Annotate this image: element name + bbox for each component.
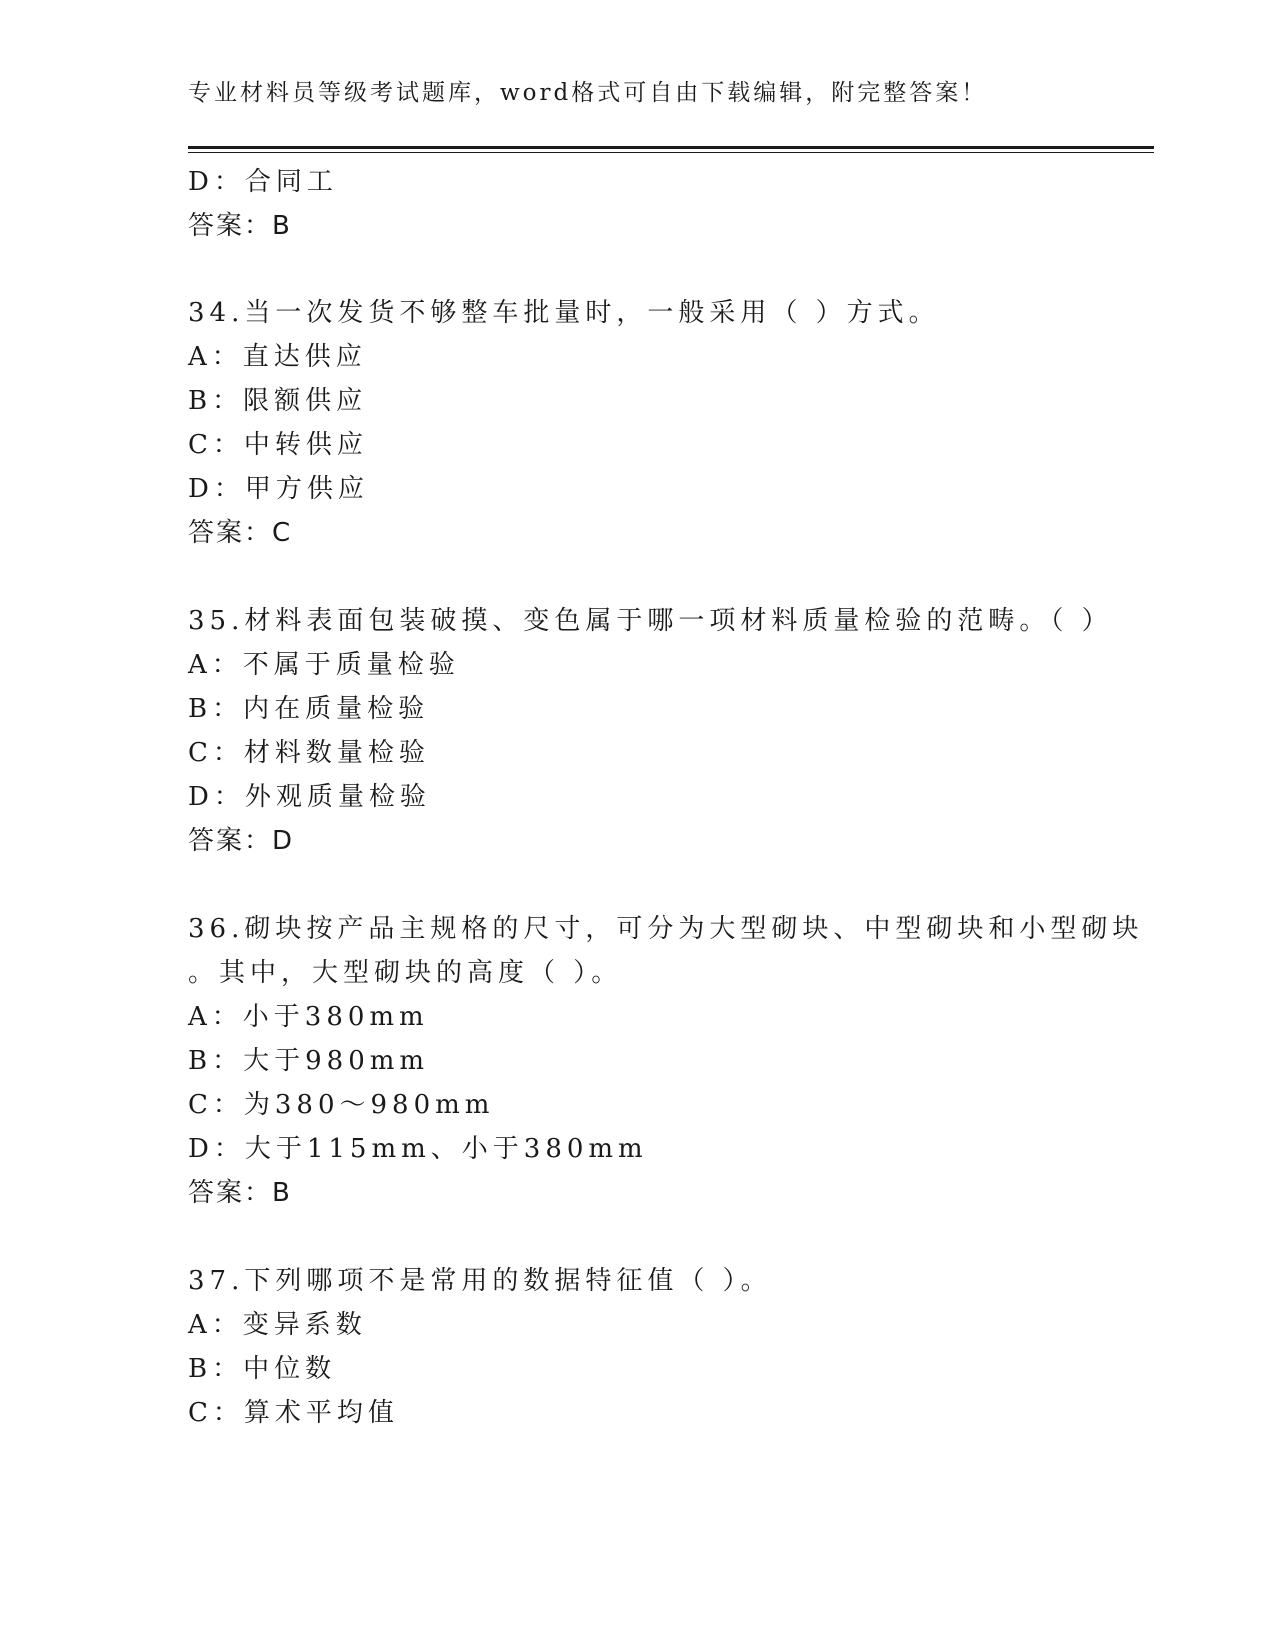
question-34-option-d: D：甲方供应 <box>188 474 369 504</box>
question-37-option-c: C：算术平均值 <box>188 1398 399 1428</box>
prev-answer: 答案：B <box>188 211 292 241</box>
question-35-stem: 35.材料表面包装破摸、变色属于哪一项材料质量检验的范畴。（ ） <box>188 606 1113 636</box>
question-35-answer: 答案：D <box>188 826 295 856</box>
question-35-option-a: A：不属于质量检验 <box>188 650 460 680</box>
question-35-option-b: B：内在质量检验 <box>188 694 430 724</box>
question-36-option-c: C：为380～980mm <box>188 1090 495 1120</box>
prev-option-d: D：合同工 <box>188 167 338 197</box>
question-36-option-b: B：大于980mm <box>188 1046 430 1076</box>
question-34-stem: 34.当一次发货不够整车批量时，一般采用（ ）方式。 <box>188 298 940 328</box>
document-header: 专业材料员等级考试题库，word格式可自由下载编辑，附完整答案！ <box>188 80 988 106</box>
header-rule-thin <box>188 152 1154 153</box>
question-36-option-d: D：大于115mm、小于380mm <box>188 1134 648 1164</box>
question-36-answer: 答案：B <box>188 1178 292 1208</box>
question-36-stem-line-1: 36.砌块按产品主规格的尺寸，可分为大型砌块、中型砌块和小型砌块 <box>188 914 1144 944</box>
question-35-option-c: C：材料数量检验 <box>188 738 430 768</box>
question-35-option-d: D：外观质量检验 <box>188 782 431 812</box>
question-37-option-b: B：中位数 <box>188 1354 337 1384</box>
question-36-stem-line-2: 。其中，大型砌块的高度（ ）。 <box>188 958 623 988</box>
question-37-stem: 37.下列哪项不是常用的数据特征值（ ）。 <box>188 1266 772 1296</box>
question-34-option-b: B：限额供应 <box>188 386 368 416</box>
question-34-option-c: C：中转供应 <box>188 430 368 460</box>
question-34-answer: 答案：C <box>188 518 293 548</box>
question-37-option-a: A：变异系数 <box>188 1310 367 1340</box>
question-36-option-a: A：小于380mm <box>188 1002 429 1032</box>
question-34-option-a: A：直达供应 <box>188 342 367 372</box>
header-rule-thick <box>188 146 1154 149</box>
